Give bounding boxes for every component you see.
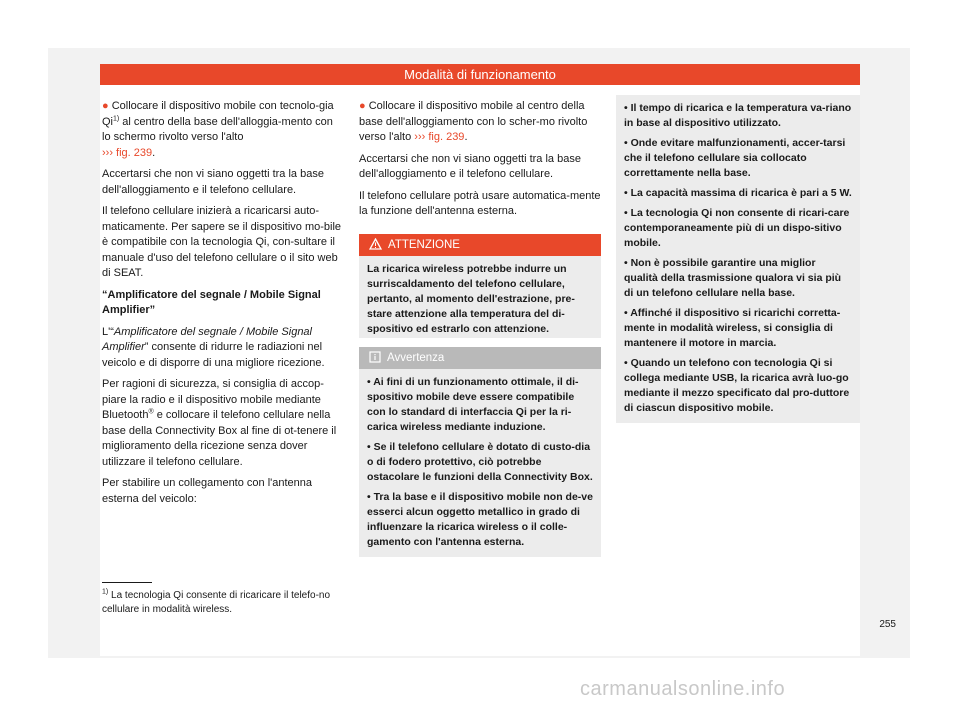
column-3-notes xyxy=(616,95,860,423)
list-item: • Non è possibile garantire una miglior qualità della trasmissione qualora vi sia più di un telefono cellulare nella base. xyxy=(624,257,842,299)
list-item: • La tecnologia Qi non consente di ricari-care contemporaneamente più di un dispo-sitivo mobile. xyxy=(624,207,850,249)
list-item: • Onde evitare malfunzionamenti, accer-tarsi che il telefono cellulare sia collocato correttamente nella base. xyxy=(624,137,846,179)
warning-box xyxy=(359,234,601,338)
bullet-icon: ● xyxy=(359,100,366,112)
warning-icon xyxy=(369,238,382,250)
footnote-rule xyxy=(102,582,152,583)
list-item: • La capacità massima di ricarica è pari a 5 W. xyxy=(624,187,852,199)
warning-text: La ricarica wireless potrebbe indurre un surriscaldamento del telefono cellulare, pertanto, al momento dell'estrazione, pre-stare attenzione alla temperatura del di-spositivo ed estrarlo con attenzione. xyxy=(367,263,575,335)
warning-header: ATTENZIONE xyxy=(359,234,601,256)
paragraph: Il telefono cellulare inizierà a ricaricarsi auto-maticamente. Per sapere se il dispositivo mo-bile è compatibile con la tecnologia Qi, con-sultare il manuale d'uso del telefono cellulare o il sito web di SEAT. xyxy=(102,205,342,279)
note-header: Avvertenza xyxy=(359,347,601,369)
column-2 xyxy=(359,99,601,226)
paragraph: Accertarsi che non vi siano oggetti tra la base dell'alloggiamento e il telefono cellulare. xyxy=(102,168,324,196)
figure-link[interactable]: ››› fig. 239 xyxy=(414,131,465,143)
page-title: Modalità di funzionamento xyxy=(100,64,860,85)
paragraph: ● Collocare il dispositivo mobile al centro della base dell'alloggiamento con lo scher-mo rivolto verso l'alto ››› fig. 239. xyxy=(359,100,588,143)
list-item: • Affinché il dispositivo si ricarichi corretta-mente in modalità wireless, si consiglia di mantenere il motore in marcia. xyxy=(624,307,841,349)
list-item: • Il tempo di ricarica e la temperatura va-riano in base al dispositivo utilizzato. xyxy=(624,102,852,129)
paragraph: Il telefono cellulare potrà usare automatica-mente la funzione dell'antenna esterna. xyxy=(359,189,601,217)
list-item: • Tra la base e il dispositivo mobile non de-ve esserci alcun oggetto metallico in grado di influenzare la ricarica wireless o il colle-gamento con l'antenna esterna. xyxy=(367,491,593,548)
note-list xyxy=(359,369,601,561)
paragraph: Accertarsi che non vi siano oggetti tra la base dell'alloggiamento e il telefono cellulare. xyxy=(359,152,581,180)
paragraph: ● Collocare il dispositivo mobile con tecnolo-gia Qi$^{1)}$ al centro della base dell'alloggia-mento con lo schermo rivolto verso l'alto ››› fig. 239. xyxy=(102,100,334,159)
page-number: 255 xyxy=(879,619,896,630)
figure-link[interactable]: ››› fig. 239 xyxy=(102,146,153,159)
column-1 xyxy=(102,99,344,513)
footnote: $^{1)}$ La tecnologia Qi consente di ricaricare il telefo-no cellulare in modalità wireless. xyxy=(102,588,331,615)
note-box xyxy=(359,347,601,557)
bullet-icon: ● xyxy=(102,100,109,112)
paragraph: Per stabilire un collegamento con l'antenna esterna del veicolo: xyxy=(102,477,313,505)
info-icon xyxy=(369,351,381,363)
paragraph: Per ragioni di sicurezza, si consiglia di accop-piare la radio e il dispositivo mobile mediante Bluetooth® e collocare il telefono cellulare nella base della Connectivity Box al fine di ot-tenere il miglioramento della ricezione senza dover utilizzare il telefono cellulare. xyxy=(102,378,337,468)
section-heading: “Amplificatore del segnale / Mobile Signal Amplifier” xyxy=(102,288,321,316)
watermark: carmanualsonline.info xyxy=(580,678,786,700)
paragraph: L'“Amplificatore del segnale / Mobile Signal Amplifier” consente di ridurre le radiazioni nel veicolo e di disporre di una migliore ricezione. xyxy=(102,325,325,369)
list-item: • Quando un telefono con tecnologia Qi si collega mediante USB, la ricarica avrà luo-go mediante il mezzo specificato dal pro-duttore di ciascun dispositivo mobile. xyxy=(624,357,850,414)
list-item: • Ai fini di un funzionamento ottimale, il di-spositivo mobile deve essere compatibile con lo standard di interfaccia Qi per la ri-carica wireless mediante induzione. xyxy=(367,376,579,433)
list-item: • Se il telefono cellulare è dotato di custo-dia o di fodero protettivo, ciò potrebbe ostacolare le funzioni della Connectivity Box. xyxy=(367,441,593,483)
